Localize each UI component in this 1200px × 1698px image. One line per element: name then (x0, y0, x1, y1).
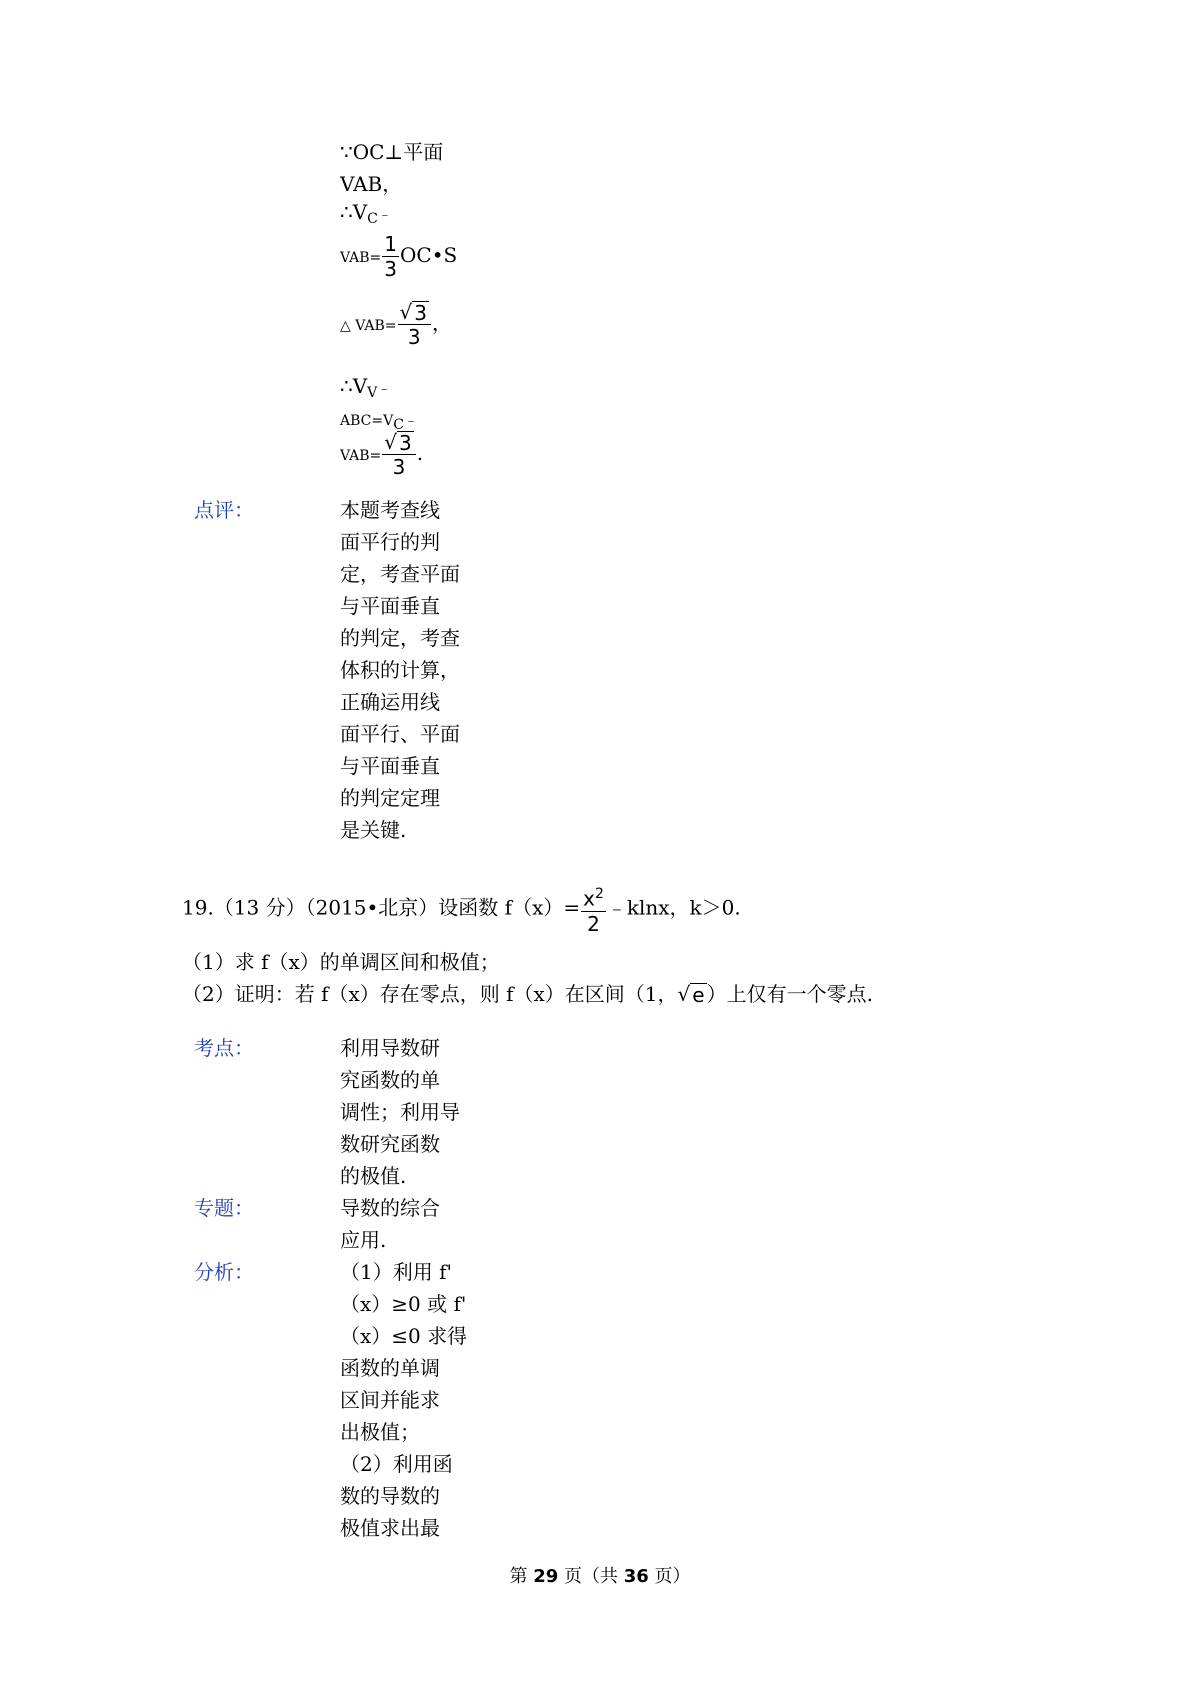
page-number: 29 (533, 1566, 559, 1587)
radical-sign: √ (677, 982, 691, 1006)
proof-line-1: ∵OC⊥平面 (340, 140, 444, 164)
subscript: C (393, 417, 404, 433)
proof-line-5 (340, 300, 452, 349)
numerator (382, 430, 415, 455)
fenxi-text (340, 1256, 467, 1544)
kaodian-line: 利用导数研 (340, 1036, 440, 1060)
proof-line-2: VAB， (340, 172, 403, 196)
proof-text: △ VAB= (340, 318, 397, 334)
comment-line: 体积的计算， (340, 658, 460, 682)
comment-text (340, 494, 460, 846)
denominator: 3 (392, 455, 406, 479)
sqrt-expression (678, 982, 707, 1006)
sqrt-expression (384, 430, 413, 454)
fenxi-line: 出极值； (340, 1420, 420, 1444)
kaodian-label: 考点： (194, 1036, 254, 1060)
fenxi-line: （2）利用函 (340, 1452, 453, 1476)
kaodian-line: 数研究函数 (340, 1132, 440, 1156)
comment-line: 本题考查线 (340, 498, 440, 522)
proof-text: ABC=V (340, 413, 394, 429)
fraction (382, 430, 415, 479)
footer-text: 第 (509, 1566, 528, 1587)
proof-text: OC•S (400, 243, 458, 267)
fenxi-label: 分析： (194, 1260, 254, 1284)
question-part-1: （1）求 f（x）的单调区间和极值； (182, 950, 500, 974)
fraction (398, 300, 431, 349)
radicand: 3 (399, 431, 412, 455)
proof-text: VAB= (340, 448, 382, 464)
fenxi-line: 极值求出最 (340, 1516, 440, 1540)
total-pages: 36 (623, 1566, 649, 1587)
radicand: 3 (414, 301, 427, 325)
question-part-2 (182, 978, 873, 1007)
fenxi-line: （x）≥0 或 f' (340, 1292, 467, 1316)
comment-line: 正确运用线 (340, 690, 440, 714)
proof-text: ∴V (340, 200, 368, 224)
denominator: 2 (587, 911, 600, 936)
comment-line: 的判定，考查 (340, 626, 460, 650)
question-tail: ﹣klnx，k＞0. (606, 895, 741, 920)
proof-text: ∴V (340, 374, 368, 398)
zhuanti-line: 应用. (340, 1228, 387, 1252)
fenxi-line: 区间并能求 (340, 1388, 440, 1412)
proof-line-6 (340, 374, 391, 401)
denominator: 3 (407, 325, 421, 349)
radical-sign: √ (384, 430, 398, 454)
proof-line-3 (340, 200, 392, 227)
part2-text: （2）证明：若 f（x）存在零点，则 f（x）在区间（1， (182, 982, 678, 1006)
kaodian-text (340, 1032, 460, 1192)
proof-text: . (416, 441, 424, 465)
proof-line-7 (340, 406, 418, 433)
zhuanti-text (340, 1192, 440, 1256)
part2-text: ）上仅有一个零点. (706, 982, 873, 1006)
comment-line: 面平行的判 (340, 530, 440, 554)
subscript: V (367, 385, 378, 401)
radical-sign: √ (399, 300, 413, 324)
fenxi-line: （x）≤0 求得 (340, 1324, 468, 1348)
denominator: 3 (384, 257, 398, 281)
fraction (581, 882, 606, 936)
comment-label: 点评： (194, 498, 254, 522)
comment-line: 与平面垂直 (340, 594, 440, 618)
sqrt-expression (400, 300, 429, 324)
exponent: 2 (594, 886, 604, 902)
zhuanti-label: 专题： (194, 1196, 254, 1220)
kaodian-line: 究函数的单 (340, 1068, 440, 1092)
comment-line: 与平面垂直 (340, 754, 440, 778)
numerator: 1 (384, 232, 398, 256)
numerator-base: x (583, 886, 595, 911)
fenxi-line: （1）利用 f' (340, 1260, 452, 1284)
numerator (581, 882, 606, 912)
footer-text: 页（共 (564, 1566, 618, 1587)
comment-line: 面平行、平面 (340, 722, 460, 746)
page-footer (0, 1562, 1200, 1588)
proof-text: ﹣ (377, 381, 392, 397)
proof-text: ， (432, 311, 452, 335)
comment-line: 定，考查平面 (340, 562, 460, 586)
comment-line: 的判定定理 (340, 786, 440, 810)
proof-text: VAB= (340, 250, 382, 266)
proof-text: ﹣ (377, 207, 392, 223)
proof-text: ﹣ (403, 413, 418, 429)
comment-line: 是关键. (340, 818, 407, 842)
proof-line-8 (340, 430, 423, 479)
zhuanti-line: 导数的综合 (340, 1196, 440, 1220)
proof-line-4 (340, 232, 457, 281)
question-head: 19.（13 分）（2015•北京）设函数 f（x）= (182, 895, 581, 920)
radicand: e (692, 983, 705, 1007)
fraction (382, 232, 399, 281)
question-stem (182, 882, 741, 936)
numerator (398, 300, 431, 325)
footer-text: 页） (654, 1566, 691, 1587)
kaodian-line: 调性；利用导 (340, 1100, 460, 1124)
fenxi-line: 函数的单调 (340, 1356, 440, 1380)
subscript: C (367, 211, 378, 227)
kaodian-line: 的极值. (340, 1164, 407, 1188)
fenxi-line: 数的导数的 (340, 1484, 440, 1508)
